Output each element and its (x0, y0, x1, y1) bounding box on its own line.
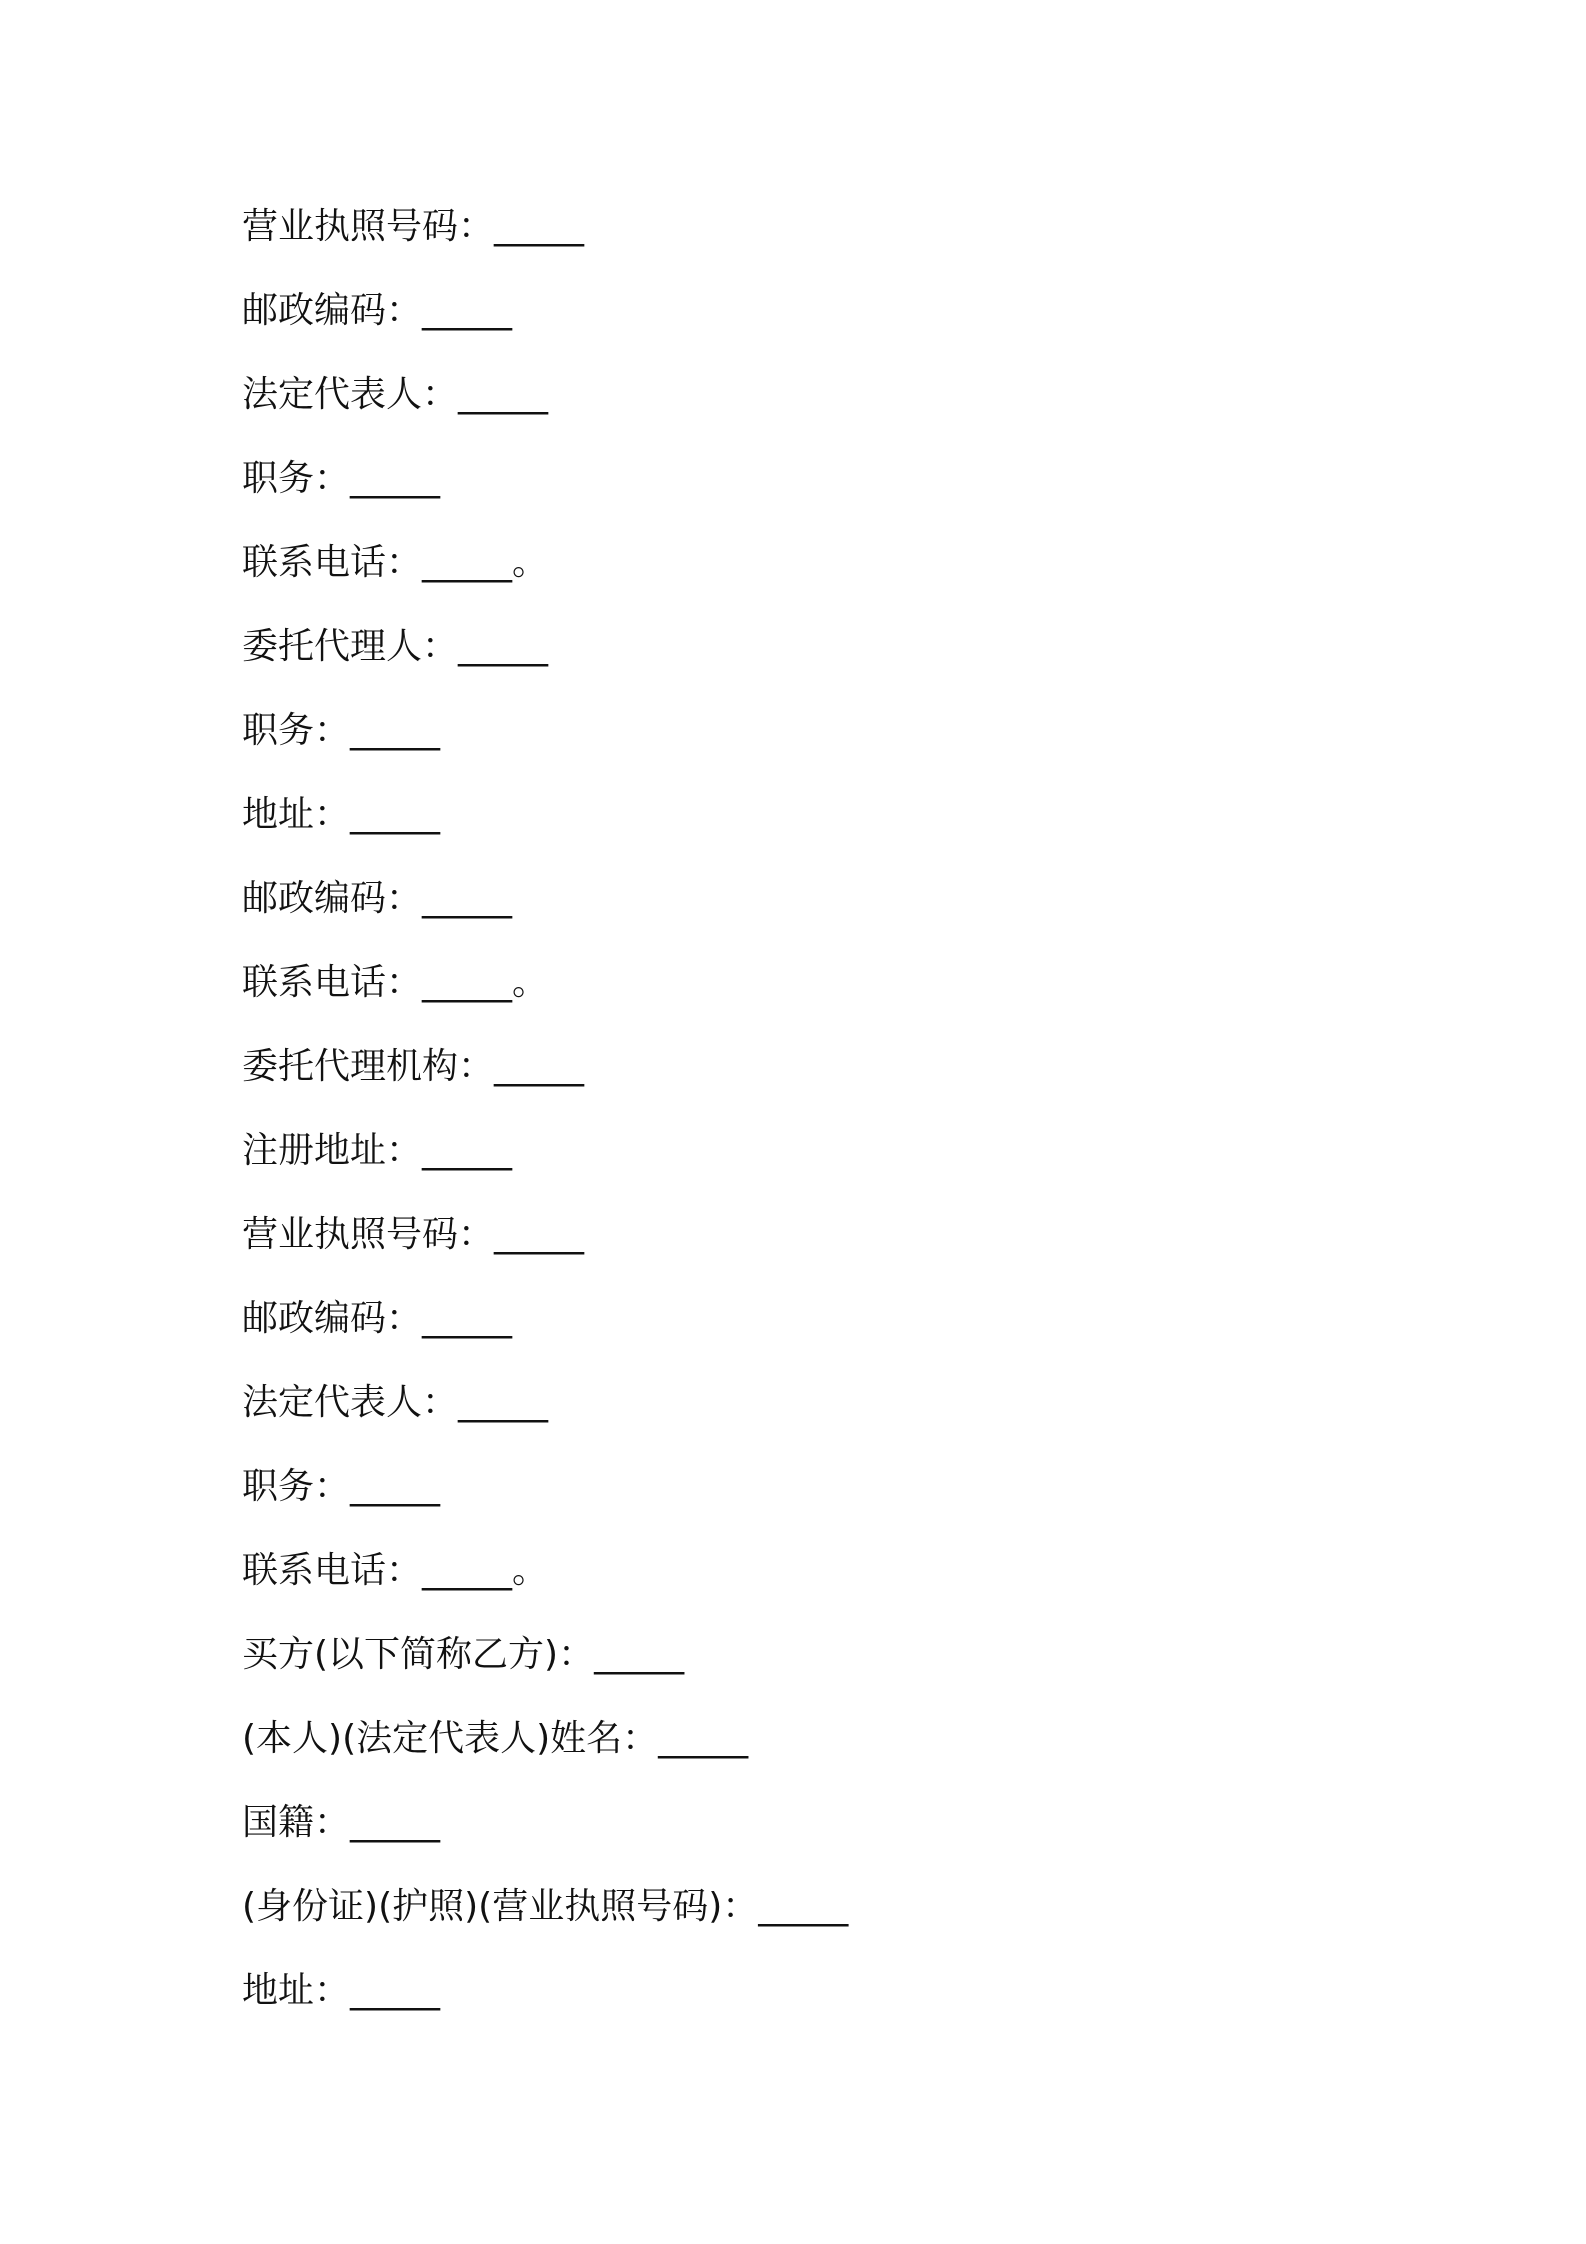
text-line: 地址：_____ (242, 794, 441, 835)
document-body (242, 202, 1342, 2050)
text-line: (本人)(法定代表人)姓名：_____ (242, 1718, 749, 1759)
text-line: 邮政编码：_____ (242, 878, 513, 919)
text-line: 委托代理机构：_____ (242, 1046, 585, 1087)
text-line: 营业执照号码：_____ (242, 1214, 585, 1255)
text-line: 买方(以下简称乙方)：_____ (242, 1634, 685, 1675)
text-line: 联系电话：_____。 (242, 962, 549, 1003)
text-line: 法定代表人：_____ (242, 374, 549, 415)
text-line: 国籍：_____ (242, 1802, 441, 1843)
text-line: 邮政编码：_____ (242, 290, 513, 331)
text-line: 注册地址：_____ (242, 1130, 513, 1171)
text-line: 营业执照号码：_____ (242, 206, 585, 247)
text-line: 联系电话：_____。 (242, 1550, 549, 1591)
text-line: 联系电话：_____。 (242, 542, 549, 583)
text-line: 法定代表人：_____ (242, 1382, 549, 1423)
text-line: 职务：_____ (242, 458, 441, 499)
text-line: 职务：_____ (242, 1466, 441, 1507)
text-line: (身份证)(护照)(营业执照号码)：_____ (242, 1886, 849, 1927)
text-line: 邮政编码：_____ (242, 1298, 513, 1339)
text-line: 职务：_____ (242, 710, 441, 751)
text-line: 地址：_____ (242, 1970, 441, 2011)
text-line: 委托代理人：_____ (242, 626, 549, 667)
